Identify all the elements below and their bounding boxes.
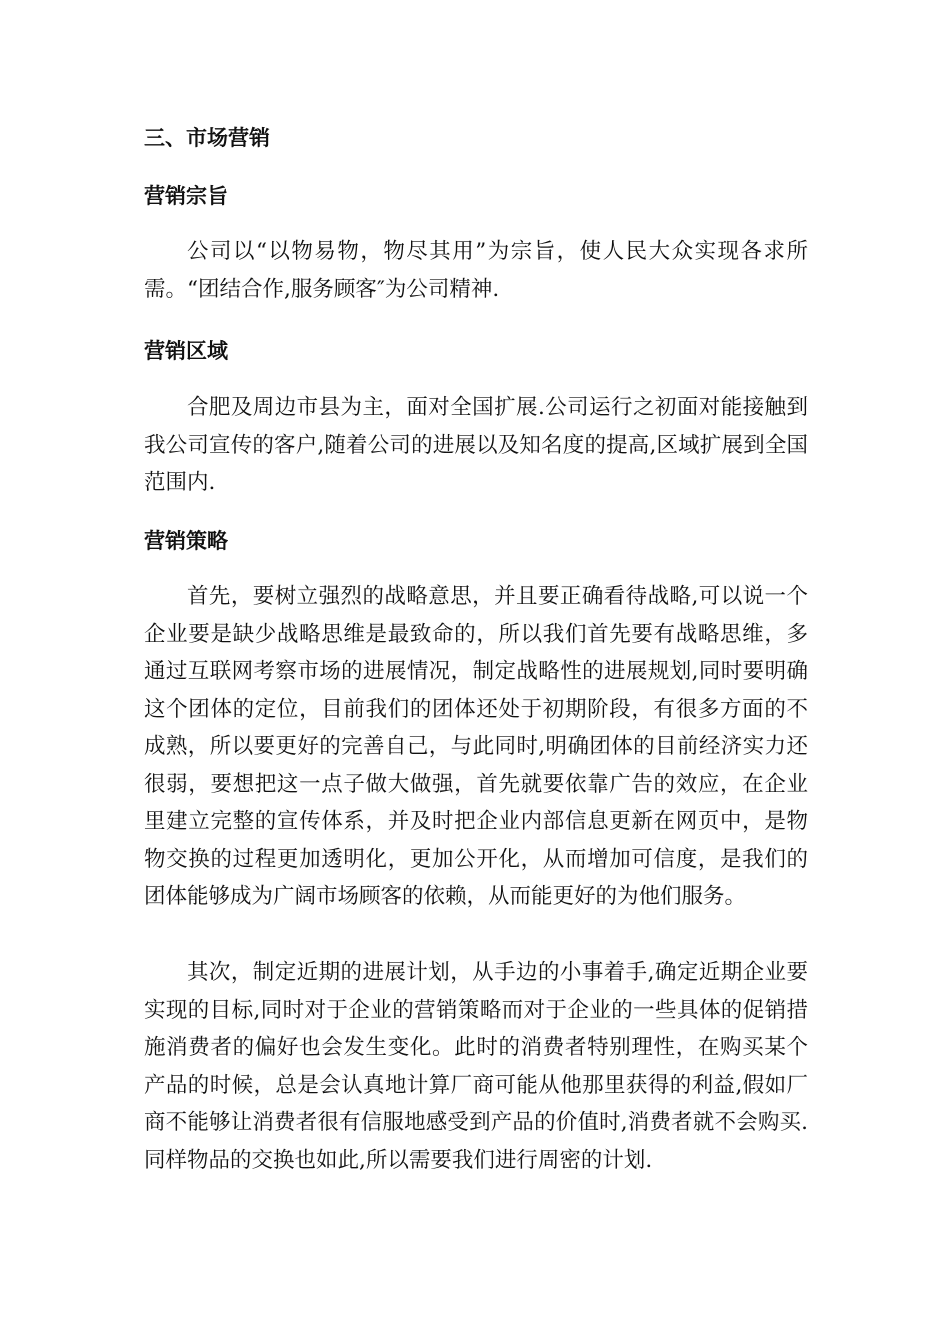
purpose-heading: 营销宗旨 bbox=[144, 184, 228, 208]
strategy-heading: 营销策略 bbox=[144, 529, 228, 553]
strategy-paragraph-2: 其次，制定近期的进展计划，从手边的小事着手,确定近期企业要实现的目标,同时对于企业的营销策略而对于企业的一些具体的促销措施消费者的偏好也会发生变化。此时的消费者特别理性，在购买某个产品的时候，总是会认真地计算厂商可能从他那里获得的利益,假如厂商不能够让消费者很有信服地感受到产品的价值时,消费者就不会购买.同样物品的交换也如此,所以需要我们进行周密的计划. bbox=[144, 960, 808, 1173]
region-heading: 营销区域 bbox=[144, 339, 228, 363]
region-paragraph: 合肥及周边市县为主，面对全国扩展.公司运行之初面对能接触到我公司宣传的客户,随着公司的进展以及知名度的提高,区域扩展到全国范围内. bbox=[144, 395, 808, 495]
purpose-paragraph: 公司以“以物易物，物尽其用”为宗旨，使人民大众实现各求所需。“团结合作,服务顾客″为公司精神. bbox=[144, 239, 808, 302]
section-title: 三、市场营销 bbox=[144, 126, 270, 150]
strategy-paragraph-1: 首先，要树立强烈的战略意思，并且要正确看待战略,可以说一个企业要是缺少战略思维是最致命的，所以我们首先要有战略思维，多通过互联网考察市场的进展情况，制定战略性的进展规划,同时要明确这个团体的定位，目前我们的团体还处于初期阶段，有很多方面的不成熟，所以要更好的完善自己，与此同时,明确团体的目前经济实力还很弱，要想把这一点子做大做强，首先就要依靠广告的效应，在企业里建立完整的宣传体系，并及时把企业内部信息更新在网页中，是物物交换的过程更加透明化，更加公开化，从而增加可信度，是我们的团体能够成为广阔市场顾客的依赖，从而能更好的为他们服务。 bbox=[144, 584, 808, 909]
